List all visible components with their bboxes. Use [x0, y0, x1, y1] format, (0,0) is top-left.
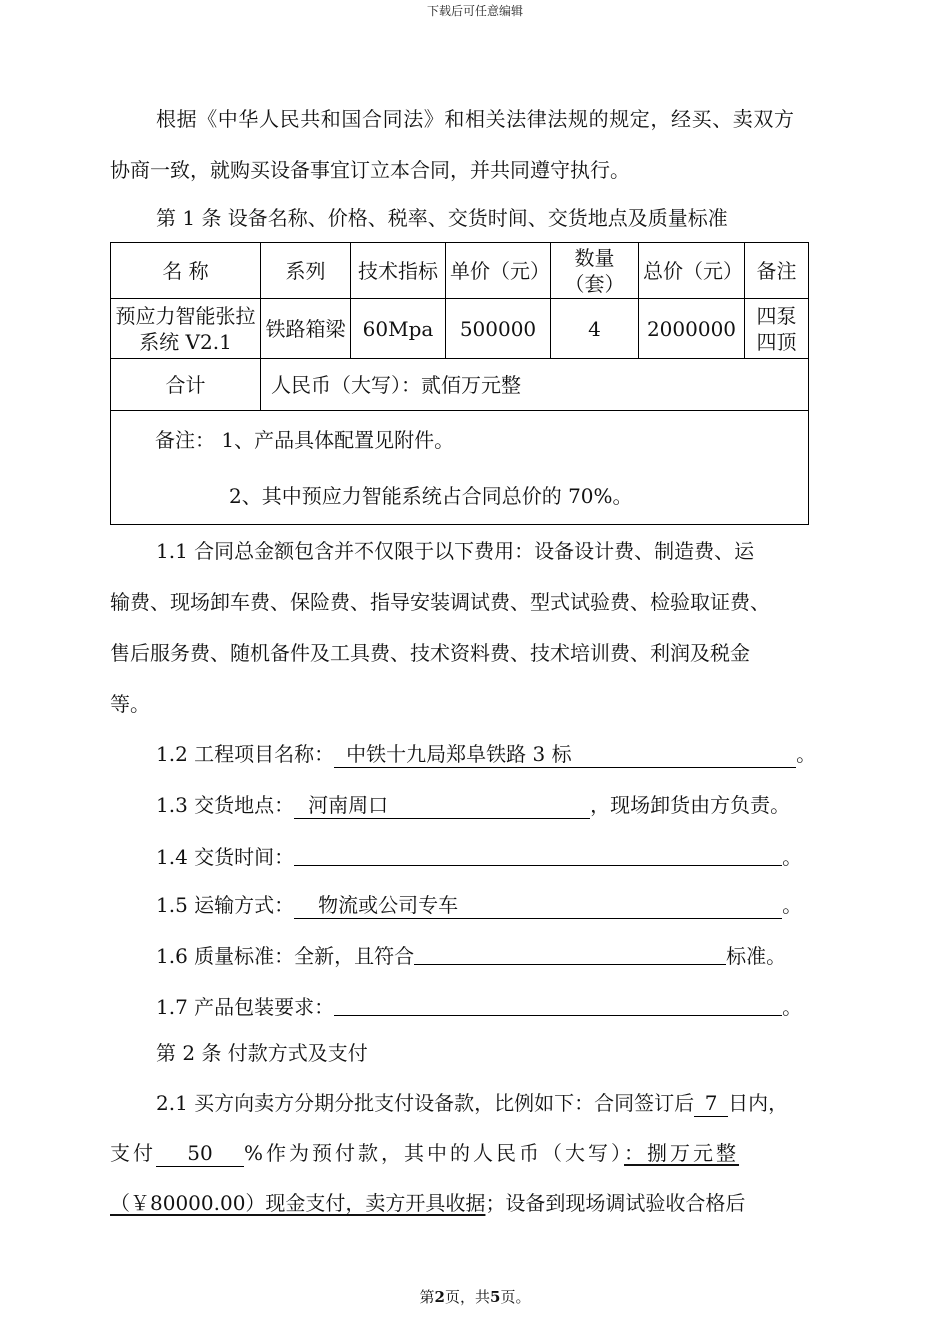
clause-1-3-label: 1.3 交货地点： [156, 793, 295, 817]
project-name-field: 中铁十九局郑阜铁路 3 标 [334, 741, 796, 768]
note-2: 2、其中预应力智能系统占合同总价的 70%。 [229, 483, 633, 508]
clause-1-1-line-2: 输费、现场卸车费、保险费、指导安装调试费、型式试验费、检验取证费、 [110, 590, 770, 614]
cell-name: 预应力智能张拉系统 V2.1 [111, 299, 261, 359]
clause-1-2-end: 。 [796, 742, 817, 766]
delivery-time-field [294, 843, 782, 866]
amount-cn-field: ：捌万元整 [624, 1141, 740, 1165]
sum-label: 合计 [111, 359, 261, 411]
days-field: 7 [694, 1090, 728, 1117]
footer-total-pages: 5 [490, 1288, 501, 1306]
clause-1-7-end: 。 [782, 995, 803, 1019]
th-name: 名 称 [111, 243, 261, 299]
clause-1-6-end: 标准。 [726, 944, 787, 968]
cell-total: 2000000 [639, 299, 745, 359]
footer-post: 页。 [500, 1288, 531, 1306]
article-2-title: 第 2 条 付款方式及支付 [156, 1041, 368, 1065]
cell-qty: 4 [551, 299, 639, 359]
th-series: 系列 [261, 243, 351, 299]
th-unit-price: 单价（元） [446, 243, 551, 299]
clause-1-1-line-1: 1.1 合同总金额包含并不仅限于以下费用：设备设计费、制造费、运 [156, 539, 755, 563]
th-total: 总价（元） [639, 243, 745, 299]
clause-1-3 [156, 792, 790, 819]
clause-1-4-label: 1.4 交货时间： [156, 845, 295, 869]
clause-1-1-line-4: 等。 [110, 692, 150, 716]
th-qty: 数量（套） [551, 243, 639, 299]
th-remark: 备注 [745, 243, 809, 299]
equipment-table [110, 242, 809, 525]
clause-1-5-end: 。 [782, 893, 803, 917]
clause-1-7-label: 1.7 产品包装要求： [156, 995, 335, 1019]
intro-line-1: 根据《中华人民共和国合同法》和相关法律法规的规定，经买、卖双方 [156, 107, 795, 131]
clause-1-2 [156, 741, 816, 768]
clause-1-6-label: 1.6 质量标准：全新，且符合 [156, 944, 415, 968]
amount-num-field: （￥80000.00）现金支付，卖方开具收据 [110, 1191, 486, 1215]
clause-2-1-line-1 [156, 1090, 788, 1117]
clause-1-5-label: 1.5 运输方式： [156, 893, 295, 917]
clause-2-1-line-3 [110, 1190, 745, 1216]
sum-value: 人民币（大写）：贰佰万元整 [261, 359, 809, 411]
percent-field: 50 [156, 1140, 244, 1167]
cell-spec: 60Mpa [351, 299, 446, 359]
page-footer [0, 1286, 950, 1307]
clause-1-3-end: ，现场卸货由方负责。 [590, 793, 791, 817]
clause-2-1-text-e: ；设备到现场调试验收合格后 [485, 1191, 746, 1215]
clause-2-1-text-b: 日内， [728, 1091, 789, 1115]
transport-method-field: 物流或公司专车 [294, 892, 782, 919]
clause-2-1-text-d: %作为预付款，其中的人民币（大写） [244, 1141, 625, 1165]
clause-2-1-text-a: 2.1 买方向卖方分期分批支付设备款，比例如下：合同签订后 [156, 1091, 695, 1115]
clause-1-4 [156, 843, 802, 870]
th-spec: 技术指标 [351, 243, 446, 299]
page-header-note: 下载后可任意编辑 [426, 4, 523, 18]
table-notes [111, 411, 809, 525]
delivery-place-field: 河南周口 [294, 792, 590, 819]
clause-1-5 [156, 892, 802, 919]
clause-2-1-line-2 [110, 1140, 739, 1167]
footer-mid: 页，共 [444, 1288, 490, 1306]
quality-standard-field [414, 942, 726, 965]
cell-unit-price: 500000 [446, 299, 551, 359]
note-1: 备注： 1、产品具体配置见附件。 [155, 427, 455, 452]
clause-1-1-line-3: 售后服务费、随机备件及工具费、技术资料费、技术培训费、利润及税金 [110, 641, 750, 665]
clause-1-2-label: 1.2 工程项目名称： [156, 742, 335, 766]
cell-series: 铁路箱梁 [261, 299, 351, 359]
clause-1-4-end: 。 [782, 845, 803, 869]
intro-line-2: 协商一致，就购买设备事宜订立本合同，并共同遵守执行。 [110, 158, 630, 182]
article-1-title: 第 1 条 设备名称、价格、税率、交货时间、交货地点及质量标准 [156, 206, 728, 230]
cell-remark: 四泵四顶 [745, 299, 809, 359]
packaging-field [334, 993, 782, 1016]
clause-1-7 [156, 993, 802, 1020]
footer-page-number: 2 [434, 1288, 445, 1306]
clause-2-1-text-c: 支付 [110, 1141, 156, 1165]
footer-pre: 第 [419, 1288, 435, 1306]
clause-1-6 [156, 942, 786, 969]
